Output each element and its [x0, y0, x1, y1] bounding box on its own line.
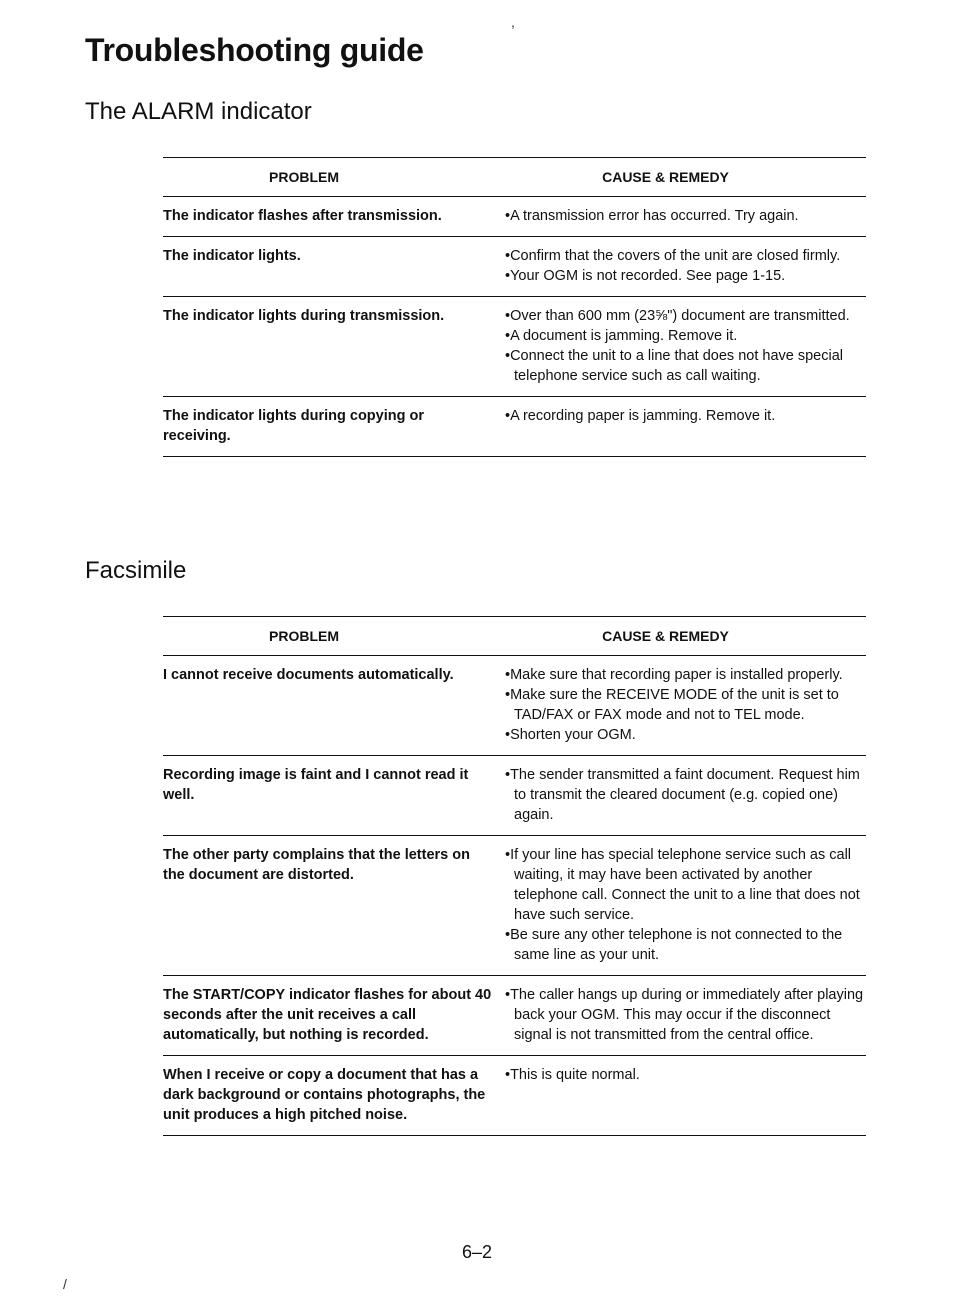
table-row [163, 397, 866, 456]
table-row [163, 197, 866, 237]
cause-remedy [505, 406, 866, 446]
problem-text: The indicator lights during transmission. [163, 308, 445, 324]
table-row [163, 237, 866, 297]
problem-header: PROBLEM [269, 628, 339, 644]
problem-text: The START/COPY indicator flashes for about 40 seconds after the unit receives a call automatically, but nothing is recorded. [163, 987, 492, 1043]
remedy-item: •Over than 600 mm (23⅝") document are transmitted. [505, 308, 850, 324]
cause-header: CAUSE & REMEDY [602, 169, 729, 185]
cause-remedy [505, 665, 866, 745]
cause-remedy [505, 985, 866, 1045]
stray-mark: , [511, 14, 515, 30]
remedy-item: •Confirm that the covers of the unit are closed firmly. [505, 248, 841, 264]
remedy-item: •Make sure that recording paper is installed properly. [505, 667, 843, 683]
remedy-item: •If your line has special telephone service such as call waiting, it may have been activated by another telephone call. Connect the unit to a line that does not have such service. [505, 847, 860, 923]
remedy-item: •Shorten your OGM. [505, 727, 636, 743]
cause-remedy [505, 845, 866, 965]
problem-text: The indicator lights during copying or receiving. [163, 408, 424, 444]
remedy-item: •Be sure any other telephone is not connected to the same line as your unit. [505, 927, 843, 963]
table-rows [163, 197, 866, 456]
remedy-item: •A recording paper is jamming. Remove it. [505, 408, 776, 424]
problem-text: When I receive or copy a document that has a dark background or contains photographs, the unit produces a high pitched noise. [163, 1067, 486, 1123]
problem-text: Recording image is faint and I cannot read it well. [163, 767, 469, 803]
remedy-item: •Your OGM is not recorded. See page 1-15. [505, 268, 786, 284]
table-row [163, 1056, 866, 1135]
cause-header: CAUSE & REMEDY [602, 628, 729, 644]
table-row [163, 756, 866, 836]
problem-text: The indicator flashes after transmission. [163, 208, 442, 224]
remedy-item: •The caller hangs up during or immediately after playing back your OGM. This may occur if the disconnect signal is not transmitted from the central office. [505, 987, 864, 1043]
section-title-alarm: The ALARM indicator [85, 98, 312, 125]
page-number: 6–2 [461, 1242, 493, 1262]
remedy-item: •A transmission error has occurred. Try again. [505, 208, 799, 224]
problem-header: PROBLEM [269, 169, 339, 185]
table-row [163, 836, 866, 976]
remedy-item: •The sender transmitted a faint document. Request him to transmit the cleared document (e.g. copied one) again. [505, 767, 860, 823]
problem-text: The other party complains that the letters on the document are distorted. [163, 847, 470, 883]
table-row [163, 976, 866, 1056]
cause-remedy [505, 306, 866, 386]
problem-text: The indicator lights. [163, 248, 301, 264]
facsimile-table [163, 616, 866, 1136]
table-header [163, 158, 866, 197]
page-title: Troubleshooting guide [85, 32, 424, 68]
table-row [163, 656, 866, 756]
stray-mark: / [63, 1276, 67, 1292]
cause-remedy [505, 246, 866, 286]
cause-remedy [505, 765, 866, 825]
cause-remedy [505, 1065, 866, 1125]
alarm-table [163, 157, 866, 457]
section-title-facsimile: Facsimile [85, 557, 187, 584]
remedy-item: •Make sure the RECEIVE MODE of the unit is set to TAD/FAX or FAX mode and not to TEL mode. [505, 687, 839, 723]
table-row [163, 297, 866, 397]
remedy-item: •This is quite normal. [505, 1067, 640, 1083]
remedy-item: •Connect the unit to a line that does not have special telephone service such as call waiting. [505, 348, 843, 384]
remedy-item: •A document is jamming. Remove it. [505, 328, 738, 344]
table-rows [163, 656, 866, 1135]
problem-text: I cannot receive documents automatically. [163, 667, 454, 683]
table-header [163, 617, 866, 656]
cause-remedy [505, 206, 866, 226]
